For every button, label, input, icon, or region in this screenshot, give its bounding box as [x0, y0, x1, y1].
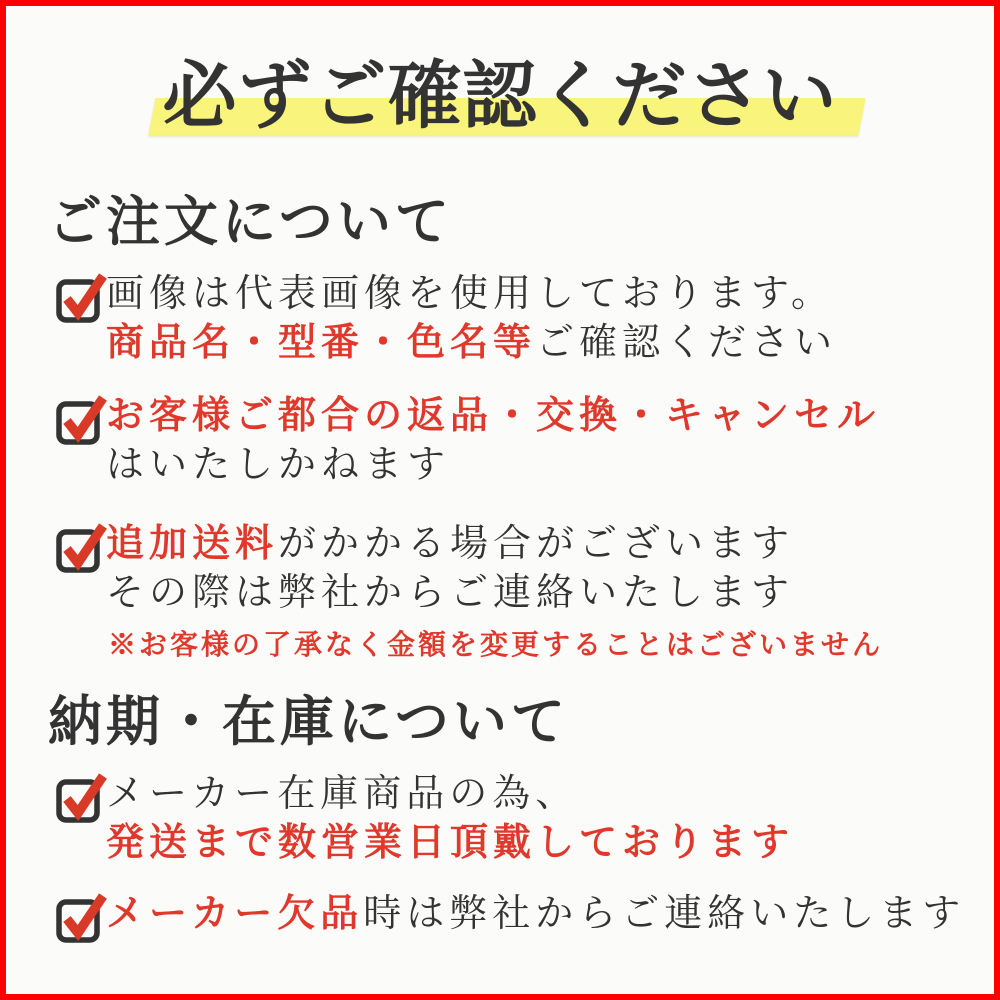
- item-line-text: ご確認ください: [536, 322, 838, 364]
- item-line-emphasis: 追加送料: [106, 523, 279, 565]
- checkbox-checked-icon: [56, 773, 100, 823]
- item-line-text: がかかる場合がございます: [278, 523, 795, 565]
- page-title: 必ずご確認ください: [162, 56, 838, 138]
- list-item-representative-image: [56, 270, 837, 368]
- item-line: [106, 890, 965, 939]
- checkbox-checked-icon: [56, 523, 100, 573]
- checkbox-checked-icon: [56, 395, 100, 445]
- item-text: [106, 520, 883, 662]
- item-line: [106, 569, 883, 618]
- item-line-text: はいたしかねます: [106, 444, 451, 486]
- item-line: [106, 319, 837, 368]
- item-line-emphasis: メーカー欠品: [106, 893, 364, 935]
- item-line: [106, 819, 794, 868]
- section-heading-delivery: 納期・在庫について: [48, 692, 569, 752]
- item-line: [106, 770, 794, 819]
- item-text: [106, 890, 965, 939]
- item-line: [106, 270, 837, 319]
- checkbox-checked-icon: [56, 893, 100, 943]
- item-note: [108, 630, 883, 662]
- item-line-text: 画像は代表画像を使用しております。: [106, 273, 834, 315]
- list-item-maker-stock: [56, 770, 794, 868]
- item-line-text: その際は弊社からご連絡いたします: [106, 572, 795, 614]
- section-heading-order: ご注文について: [48, 192, 453, 252]
- item-line-emphasis: 発送まで数営業日頂戴しております: [106, 822, 795, 864]
- item-line: [106, 441, 880, 490]
- item-line-text: 時は弊社からご連絡いたします: [363, 893, 966, 935]
- item-text: [106, 392, 880, 490]
- item-line-emphasis: お客様ご都合の返品・交換・キャンセル: [106, 395, 881, 437]
- item-line: [106, 520, 883, 569]
- list-item-extra-shipping: [56, 520, 883, 662]
- item-text: [106, 270, 837, 368]
- item-note-text: ※お客様の了承なく金額を変更することはございません: [108, 630, 884, 661]
- item-line-emphasis: 商品名・型番・色名等: [106, 322, 537, 364]
- checkbox-checked-icon: [56, 273, 100, 323]
- item-line: [106, 392, 880, 441]
- item-line-text: メーカー在庫商品の為、: [106, 773, 579, 815]
- list-item-maker-shortage: [56, 890, 965, 943]
- list-item-returns: [56, 392, 880, 490]
- item-text: [106, 770, 794, 868]
